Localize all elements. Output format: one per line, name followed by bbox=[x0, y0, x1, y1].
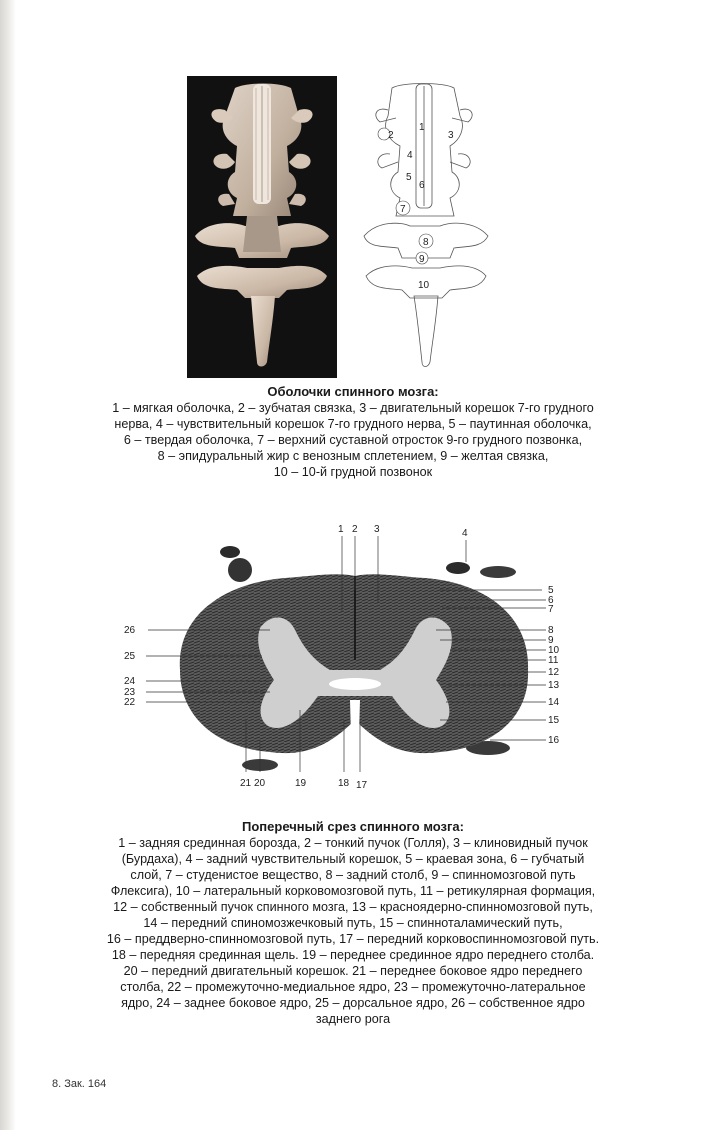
figure2-caption-line: слой, 7 – студенистое вещество, 8 – задний столб, 9 – спинномозговой путь bbox=[130, 868, 576, 882]
section-label-16: 16 bbox=[548, 735, 560, 746]
section-label-26: 26 bbox=[124, 625, 136, 636]
section-label-17: 17 bbox=[356, 780, 368, 791]
drawing-label-9: 9 bbox=[419, 254, 425, 265]
section-label-20: 20 bbox=[254, 778, 266, 789]
section-label-19: 19 bbox=[295, 778, 307, 789]
section-label-18: 18 bbox=[338, 778, 350, 789]
section-label-9: 9 bbox=[548, 635, 554, 646]
figure2-caption-line: ядро, 24 – заднее боковое ядро, 25 – дорсальное ядро, 26 – собственное ядро bbox=[121, 996, 585, 1010]
figure2-caption-line: 20 – передний двигательный корешок. 21 – переднее боковое ядро переднего bbox=[123, 964, 583, 978]
spine-photo-illustration bbox=[187, 76, 337, 378]
section-label-8: 8 bbox=[548, 625, 554, 636]
section-label-13: 13 bbox=[548, 680, 560, 691]
figure2-caption-line: Флексига), 10 – латеральный корковомозговой путь, 11 – ретикулярная формация, bbox=[110, 884, 596, 898]
figure2-caption-line: 18 – передняя срединная щель. 19 – переднее срединное ядро переднего столба. bbox=[111, 948, 595, 962]
figure2-caption bbox=[40, 819, 666, 1027]
figure1-caption bbox=[40, 384, 666, 480]
section-label-15: 15 bbox=[548, 715, 560, 726]
figure2-caption-line: 16 – преддверно-спинномозговой путь, 17 – передний корковоспинномозговой путь. bbox=[106, 932, 600, 946]
page-edge-shadow bbox=[0, 0, 16, 1130]
drawing-label-6: 6 bbox=[419, 180, 425, 191]
section-label-10: 10 bbox=[548, 645, 560, 656]
figure2-caption-line: (Бурдаха), 4 – задний чувствительный корешок, 5 – краевая зона, 6 – губчатый bbox=[121, 852, 585, 866]
section-label-25: 25 bbox=[124, 651, 136, 662]
section-label-14: 14 bbox=[548, 697, 560, 708]
section-label-4: 4 bbox=[462, 528, 468, 539]
drawing-label-8: 8 bbox=[423, 237, 429, 248]
drawing-label-5: 5 bbox=[406, 172, 412, 183]
page-footer: 8. Зак. 164 bbox=[52, 1078, 107, 1090]
figure1-caption-line: 8 – эпидуральный жир с венозным сплетением, 9 – желтая связка, bbox=[157, 449, 549, 463]
figure1-caption-line: 10 – 10-й грудной позвонок bbox=[273, 465, 433, 479]
drawing-label-7: 7 bbox=[400, 204, 406, 215]
section-label-1: 1 bbox=[338, 524, 344, 535]
spine-line-drawing bbox=[362, 76, 490, 378]
figure2-caption-line: заднего рога bbox=[315, 1012, 391, 1026]
section-label-23: 23 bbox=[124, 687, 136, 698]
figure2-caption-line: 12 – собственный пучок спинного мозга, 13 – красноядерно-спинномозговой путь, bbox=[113, 900, 593, 914]
figure1-title: Оболочки спинного мозга: bbox=[267, 384, 439, 399]
section-label-3: 3 bbox=[374, 524, 380, 535]
figure1-caption-line: нерва, 4 – чувствительный корешок 7-го грудного нерва, 5 – паутинная оболочка, bbox=[114, 417, 592, 431]
section-label-5: 5 bbox=[548, 585, 554, 596]
cross-section-svg bbox=[110, 520, 600, 795]
drawing-label-4: 4 bbox=[407, 150, 413, 161]
drawing-label-1: 1 bbox=[419, 122, 425, 133]
drawing-label-2: 2 bbox=[388, 130, 394, 141]
drawing-label-3: 3 bbox=[448, 130, 454, 141]
figure2-caption-line: 1 – задняя срединная борозда, 2 – тонкий пучок (Голля), 3 – клиновидный пучок bbox=[118, 836, 588, 850]
figure1-caption-line: 6 – твердая оболочка, 7 – верхний суставной отросток 9-го грудного позвонка, bbox=[123, 433, 583, 447]
drawing-label-10: 10 bbox=[418, 280, 430, 291]
section-label-24: 24 bbox=[124, 676, 136, 687]
spine-photo bbox=[187, 76, 337, 378]
section-label-2: 2 bbox=[352, 524, 358, 535]
spinal-cord-cross-section bbox=[110, 520, 600, 795]
section-label-22: 22 bbox=[124, 697, 136, 708]
section-label-7: 7 bbox=[548, 604, 554, 615]
section-label-6: 6 bbox=[548, 595, 554, 606]
section-label-11: 11 bbox=[548, 655, 559, 666]
section-label-12: 12 bbox=[548, 667, 560, 678]
figure2-caption-line: 14 – передний спиномозжечковый путь, 15 – спинноталамический путь, bbox=[143, 916, 563, 930]
figure2-title: Поперечный срез спинного мозга: bbox=[242, 819, 464, 834]
figure2-caption-line: столба, 22 – промежуточно-медиальное ядро, 23 – промежуточно-латеральное bbox=[120, 980, 586, 994]
spine-line-drawing-svg bbox=[362, 76, 490, 378]
section-label-21: 21 bbox=[240, 778, 252, 789]
figure1-caption-line: 1 – мягкая оболочка, 2 – зубчатая связка, 3 – двигательный корешок 7-го грудного bbox=[112, 401, 594, 415]
